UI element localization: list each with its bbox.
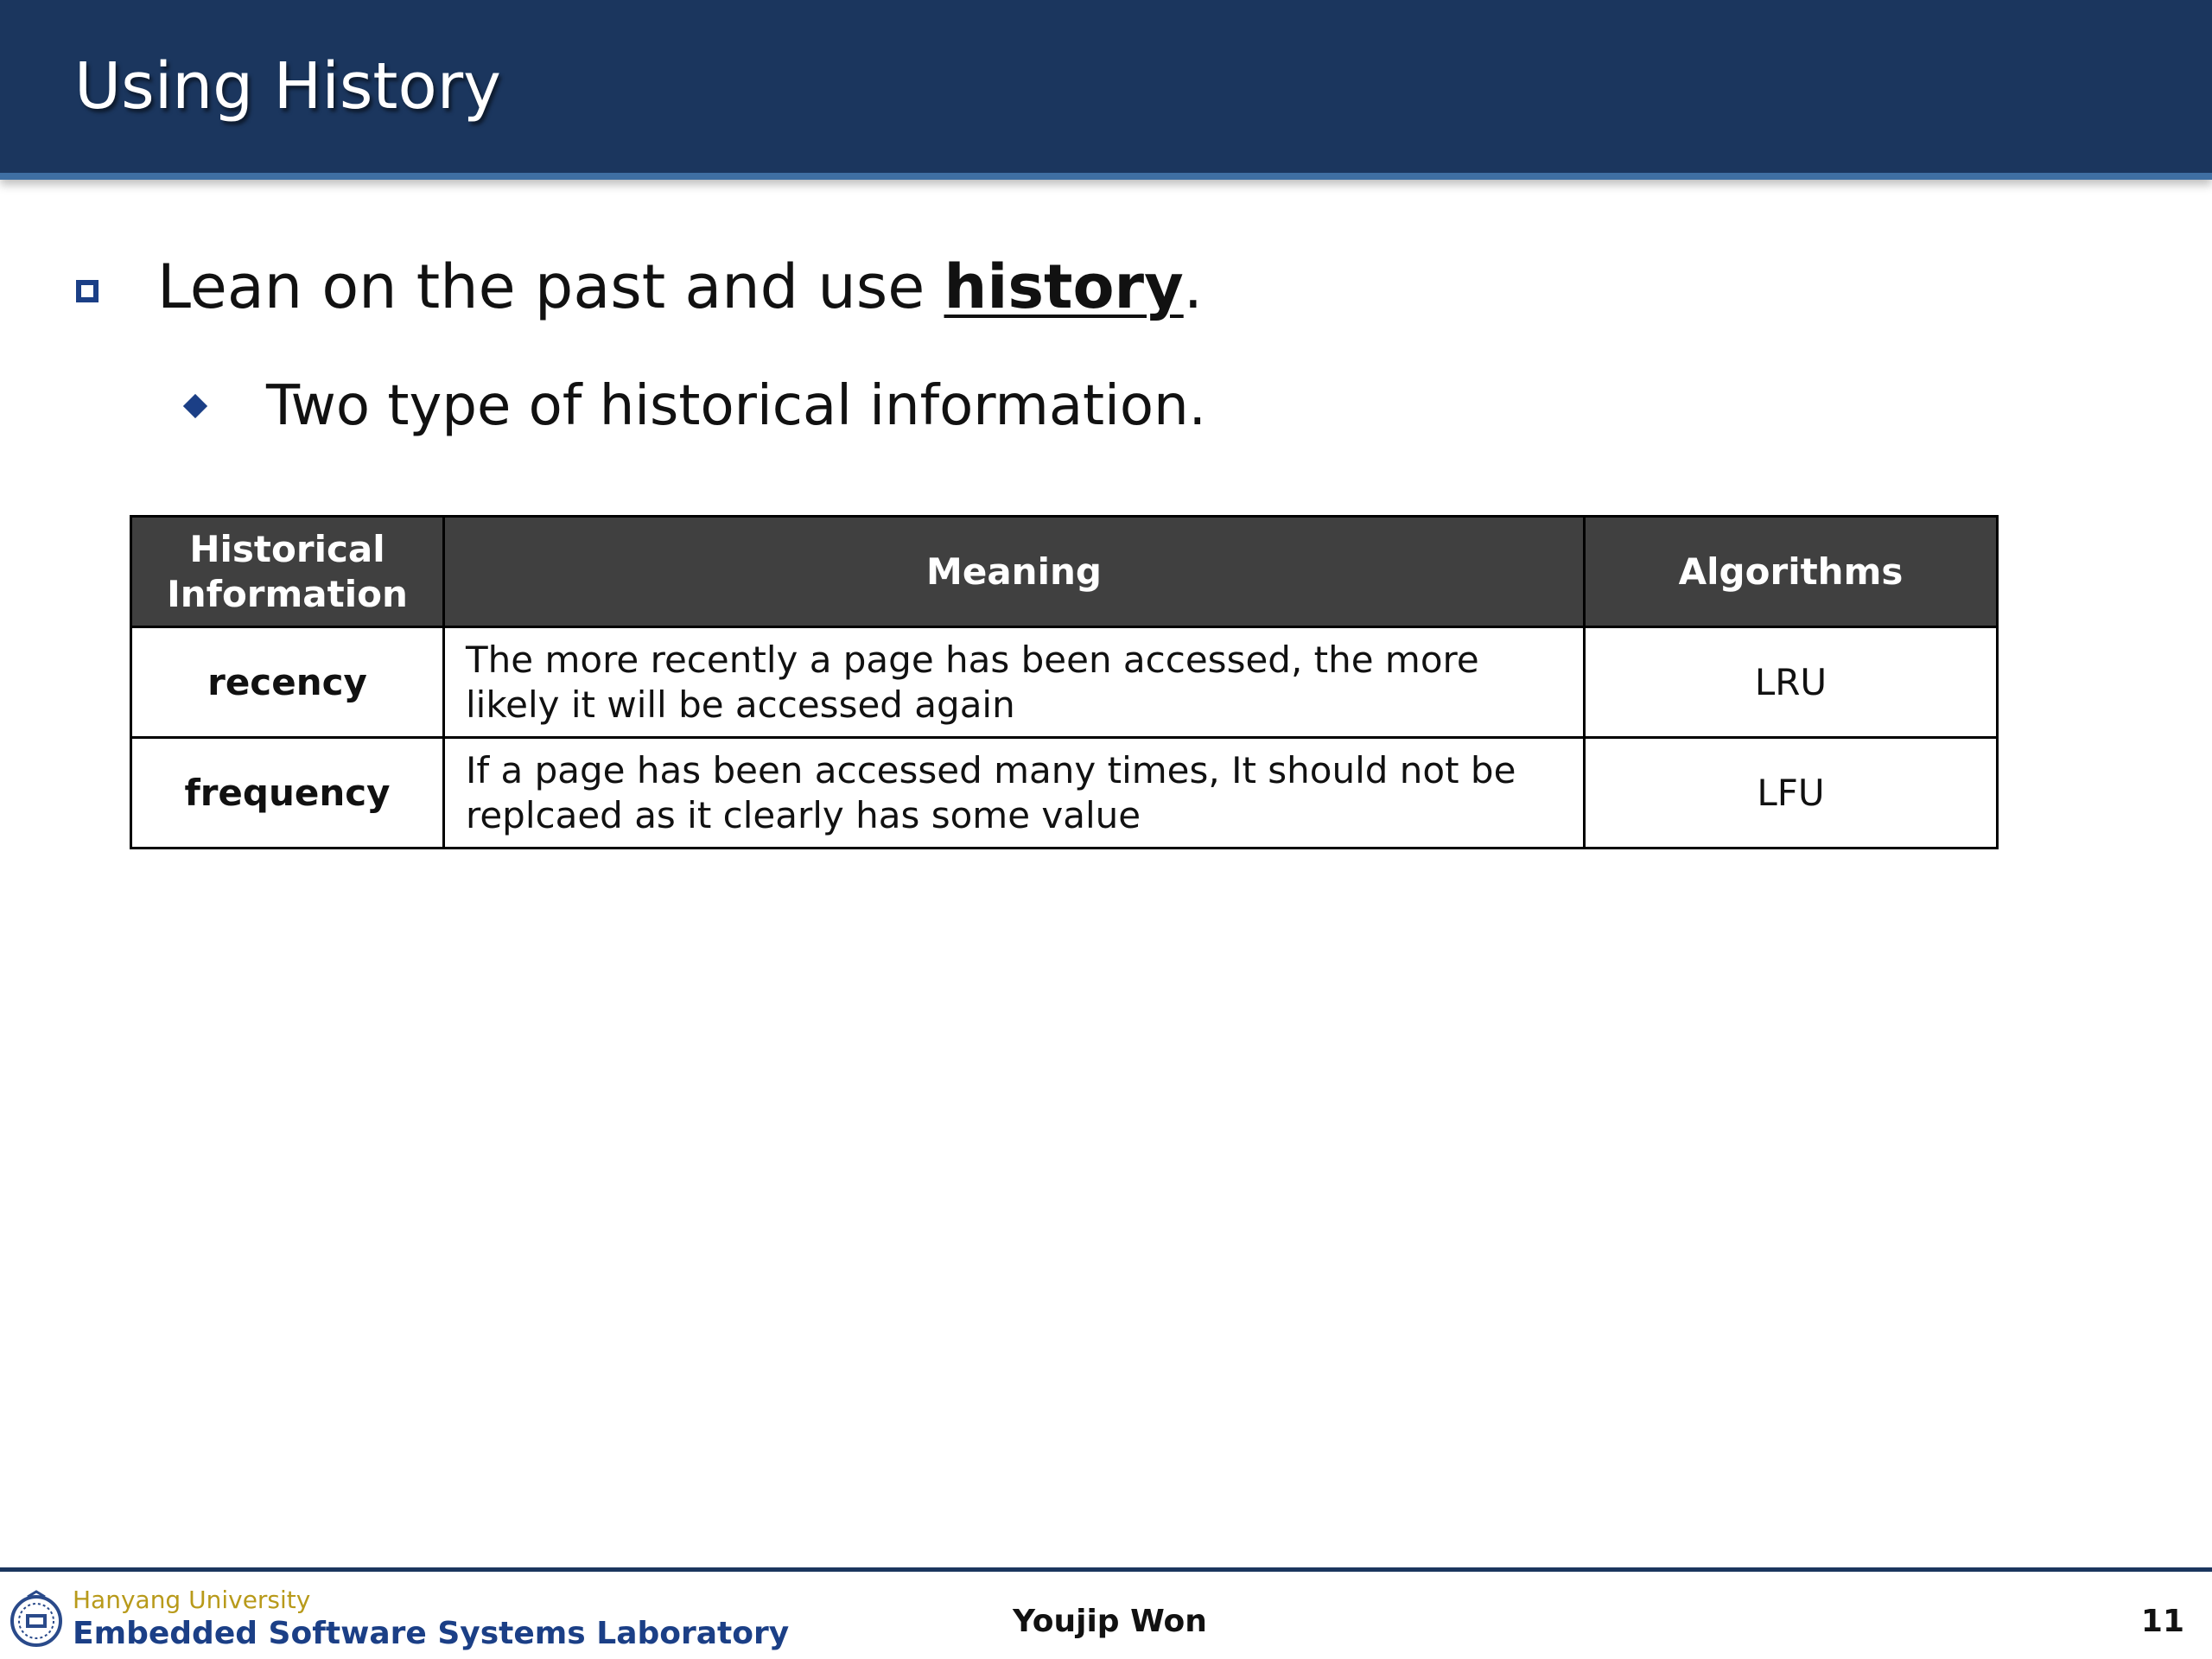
bullet-level-2 [187, 363, 1206, 449]
bullet-emphasis-history: history [944, 251, 1184, 322]
header-info-line1: Historical [189, 527, 385, 570]
title-bar [0, 0, 2212, 180]
diamond-bullet-icon [183, 394, 207, 418]
cell-algorithm: LFU [1585, 738, 1998, 849]
bullet-level-1-text [157, 244, 1203, 330]
bullet-level-2-text: Two type of historical information. [266, 374, 1206, 438]
cell-info: frequency [131, 738, 444, 849]
bullet-level-1 [76, 244, 1203, 330]
bullet-text-before: Lean on the past and use [157, 251, 944, 322]
cell-algorithm: LRU [1585, 627, 1998, 738]
header-historical-information [131, 517, 444, 627]
header-info-line2: Information [167, 572, 408, 615]
table-row [131, 627, 1998, 738]
cell-meaning: If a page has been accessed many times, It should not be replcaed as it clearly has some value [444, 738, 1585, 849]
table-row [131, 738, 1998, 849]
cell-meaning: The more recently a page has been accessed, the more likely it will be accessed again [444, 627, 1585, 738]
slide-title: Using History [74, 49, 501, 124]
header-meaning: Meaning [444, 517, 1585, 627]
footer-university: Hanyang University [73, 1586, 311, 1614]
footer-author: Youjip Won [1013, 1604, 1207, 1639]
cell-info: recency [131, 627, 444, 738]
header-algorithms: Algorithms [1585, 517, 1998, 627]
hanyang-university-logo-icon [9, 1586, 64, 1652]
bullet-text-after: . [1183, 251, 1203, 322]
footer-divider [0, 1567, 2212, 1572]
square-bullet-icon [76, 280, 99, 302]
table-header-row [131, 517, 1998, 627]
page-number: 11 [2140, 1604, 2184, 1639]
footer-lab-name: Embedded Software Systems Laboratory [73, 1616, 790, 1651]
history-table [130, 515, 1999, 849]
